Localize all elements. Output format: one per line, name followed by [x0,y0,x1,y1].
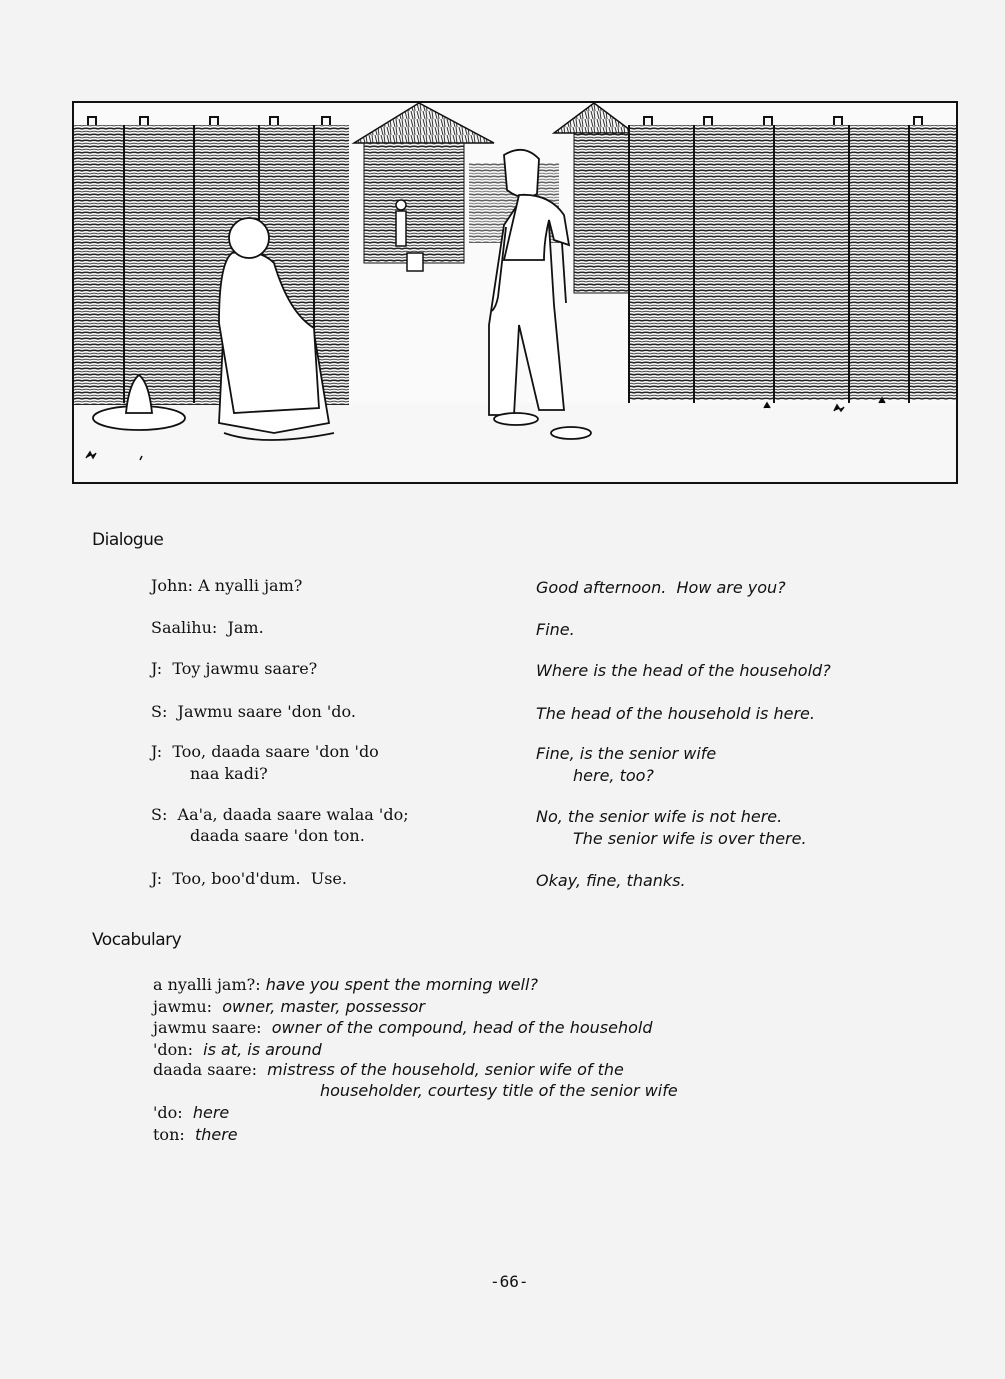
dialogue-line: Saalihu: Jam. [151,618,264,637]
vocab-term: jawmu saare: [153,1018,262,1037]
dialogue-heading: Dialogue [92,530,164,550]
vocab-term: 'do: [153,1103,183,1122]
dialogue-line: J: Too, boo'd'dum. Use. [151,869,347,888]
vocab-entry [153,1039,322,1060]
vocab-definition: owner, master, possessor [222,997,425,1016]
vocab-term: a nyalli jam?: [153,975,261,994]
vocab-definition: owner of the compound, head of the household [271,1018,653,1037]
vocab-definition: householder, courtesy title of the senior wife [320,1081,678,1100]
dialogue-line-continued: naa kadi? [190,764,268,783]
page-number: -66- [490,1272,529,1291]
dialogue-line: S: Jawmu saare 'don 'do. [151,702,356,721]
vocab-definition: is at, is around [203,1040,322,1059]
dialogue-translation: The head of the household is here. [536,704,815,723]
village-compound-scene-icon [74,103,956,482]
vocab-entry [153,1017,653,1038]
vocab-definition: there [194,1125,238,1144]
dialogue-translation: Fine. [536,620,575,639]
dialogue-translation: Good afternoon. How are you? [536,578,786,597]
vocab-term: 'don: [153,1040,193,1059]
compound-illustration [72,101,958,484]
dialogue-line: J: Toy jawmu saare? [151,659,318,678]
dialogue-translation: Fine, is the senior wife [536,744,717,763]
dialogue-line: John: A nyalli jam? [151,576,303,595]
dialogue-translation-continued: here, too? [573,766,654,785]
vocab-entry [153,996,425,1017]
dialogue-line: S: Aa'a, daada saare walaa 'do; [151,805,409,824]
dialogue-line-continued: daada saare 'don ton. [190,826,365,845]
vocab-term: jawmu: [153,997,213,1016]
dialogue-translation-continued: The senior wife is over there. [573,829,807,848]
dialogue-translation: Okay, fine, thanks. [536,871,686,890]
vocab-definition: here [192,1103,230,1122]
vocab-definition: mistress of the household, senior wife of the [267,1060,624,1079]
vocab-term: ton: [153,1125,185,1144]
vocab-definition: have you spent the morning well? [265,975,538,994]
vocab-entry [153,974,538,995]
dialogue-translation: Where is the head of the household? [536,661,831,680]
vocab-entry-continued [320,1080,678,1101]
vocab-entry [153,1059,624,1080]
vocab-entry [153,1102,229,1123]
dialogue-line: J: Too, daada saare 'don 'do [151,742,379,761]
vocabulary-heading: Vocabulary [92,930,182,950]
dialogue-translation: No, the senior wife is not here. [536,807,783,826]
vocab-term: daada saare: [153,1060,257,1079]
vocab-entry [153,1124,238,1145]
